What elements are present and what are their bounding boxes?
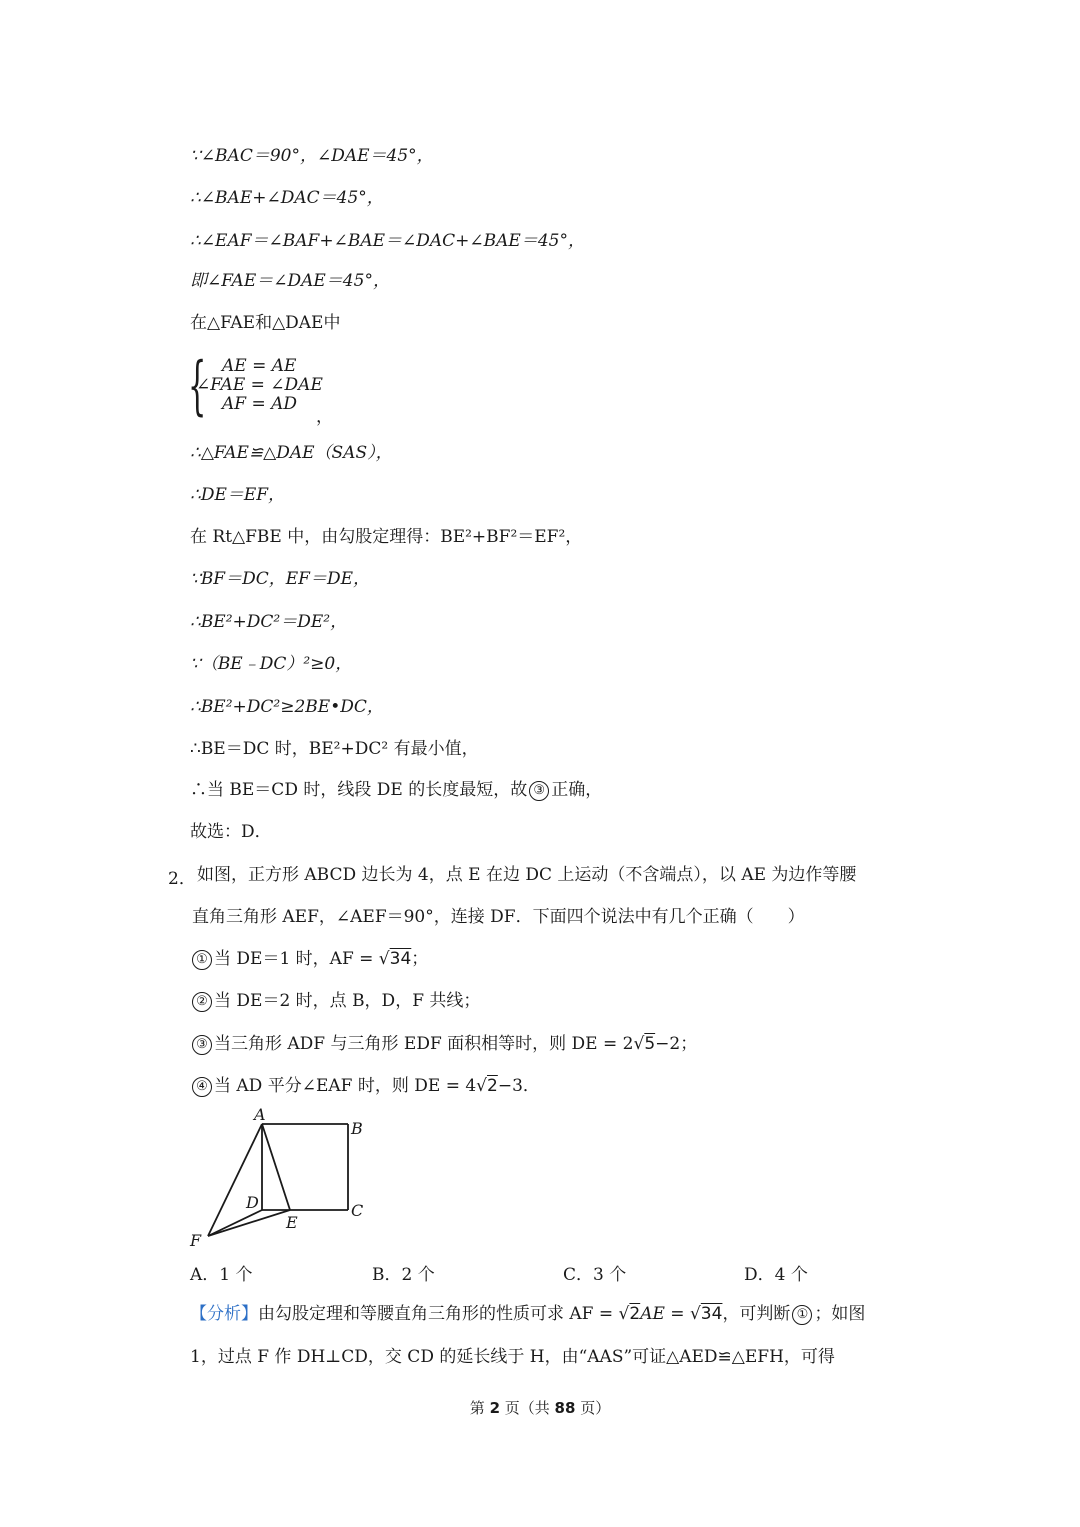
proof-line-15: 故选：D． [190,822,272,842]
system-row-2: ∠FAE = ∠DAE [196,375,323,395]
proof-line-5: 在△FAE和△DAE中 [190,313,341,333]
proof-line-6: ∴△FAE≌△DAE（SAS）， [190,443,393,463]
segment-DF [208,1210,262,1236]
circled-two: ② [192,992,212,1012]
circled-one-analysis: ① [792,1305,812,1325]
label-F: F [190,1231,202,1250]
label-E: E [286,1213,298,1232]
footer-mid: 页（共 [500,1399,555,1417]
system-row-1: AE = AE [222,356,297,376]
statement-1-end: ； [411,949,429,969]
statement-3-end: −2； [655,1034,698,1054]
statement-4-text: 当 AD 平分∠EAF 时，则 DE = 4 [214,1076,477,1096]
circled-four: ④ [192,1077,212,1097]
label-B: B [351,1119,363,1138]
analysis-line-2: 1，过点 F 作 DH⊥CD，交 CD 的延长线于 H，由“AAS”可证△AED≌△EFH，可得 [190,1347,835,1367]
statement-4-end: −3． [497,1076,540,1096]
question-stem-1: 如图，正方形 ABCD 边长为 4，点 E 在边 DC 上运动（不含端点），以 AE 为边作等腰 [197,865,857,885]
circled-one: ① [192,950,212,970]
sqrt-sign: √34 [689,1304,723,1324]
circled-three-statement: ③ [192,1035,212,1055]
footer-page-number: 2 [489,1399,500,1417]
footer-total-pages: 88 [554,1399,576,1417]
proof-line-2: ∴∠BAE+∠DAC＝45°， [190,188,384,208]
statement-1-radicand: 34 [389,949,412,969]
page-footer [0,1397,1080,1418]
analysis-line-1 [190,1303,865,1325]
sqrt-sign: √2 [618,1304,641,1324]
circled-three: ③ [529,781,549,801]
statement-1 [190,948,428,970]
footer-suffix: 页） [575,1399,611,1417]
proof-line-1: ∵∠BAC＝90°，∠DAE＝45°， [190,146,434,166]
choice-d: D．4 个 [744,1265,808,1285]
statement-3-text: 当三角形 ADF 与三角形 EDF 面积相等时，则 DE = 2 [214,1034,634,1054]
statement-3 [190,1033,697,1055]
sqrt-sign: √5 [633,1034,656,1054]
label-A: A [254,1105,266,1124]
analysis-text-3: ；如图 [814,1304,866,1324]
statement-2-text: 当 DE＝2 时，点 B，D，F 共线； [214,991,481,1011]
question-stem-2: 直角三角形 AEF，∠AEF＝90°，连接 DF．下面四个说法中有几个正确（ ） [192,907,805,927]
left-brace: { [188,349,207,423]
analysis-radicand-1: 2 [629,1304,641,1324]
sqrt-sign: √2 [476,1076,498,1096]
label-C: C [351,1201,364,1220]
choice-b: B．2 个 [372,1265,435,1285]
statement-1-text: 当 DE＝1 时，AF = [214,949,379,969]
statement-4-radicand: 2 [487,1076,498,1096]
analysis-tag: 【分析】 [190,1304,258,1324]
proof-line-14 [190,779,602,801]
statement-3-radicand: 5 [644,1034,656,1054]
proof-line-14-text: ∴当 BE＝CD 时，线段 DE 的长度最短，故 [190,780,528,800]
proof-line-9: ∵BF＝DC，EF＝DE， [190,569,370,589]
proof-line-8: 在 Rt△FBE 中，由勾股定理得：BE²+BF²＝EF²， [190,527,583,547]
proof-line-10: ∴BE²+DC²＝DE²， [190,612,348,632]
statement-2 [190,990,480,1012]
choice-c: C．3 个 [563,1265,627,1285]
label-D: D [246,1193,259,1212]
analysis-mid: AE = [640,1304,690,1324]
proof-line-12: ∴BE²+DC²≥2BE•DC， [190,697,384,717]
system-tail: ， [316,407,333,427]
proof-line-7: ∴DE＝EF， [190,485,286,505]
geometry-figure [180,1100,390,1255]
analysis-radicand-2: 34 [700,1304,723,1324]
question-number: 2． [168,869,196,889]
system-row-3: AF = AD [222,394,298,414]
equation-system [188,349,388,427]
proof-line-13: ∴BE＝DC 时，BE²+DC² 有最小值， [190,739,479,759]
analysis-text-1: 由勾股定理和等腰直角三角形的性质可求 AF = [258,1304,619,1324]
proof-line-4: 即∠FAE＝∠DAE＝45°， [190,271,390,291]
choice-a: A．1 个 [190,1265,253,1285]
proof-line-3: ∴∠EAF＝∠BAF+∠BAE＝∠DAC+∠BAE＝45°， [190,231,585,251]
proof-line-11: ∵（BE﹣DC）²≥0， [190,654,353,674]
sqrt-sign: √34 [378,949,412,969]
proof-line-14-end: 正确， [551,780,603,800]
footer-prefix: 第 [469,1399,490,1417]
statement-4 [190,1075,540,1097]
analysis-text-2: ，可判断 [722,1304,791,1324]
segment-AF [208,1124,262,1236]
segment-EF [208,1210,290,1236]
segment-AE [262,1124,290,1210]
